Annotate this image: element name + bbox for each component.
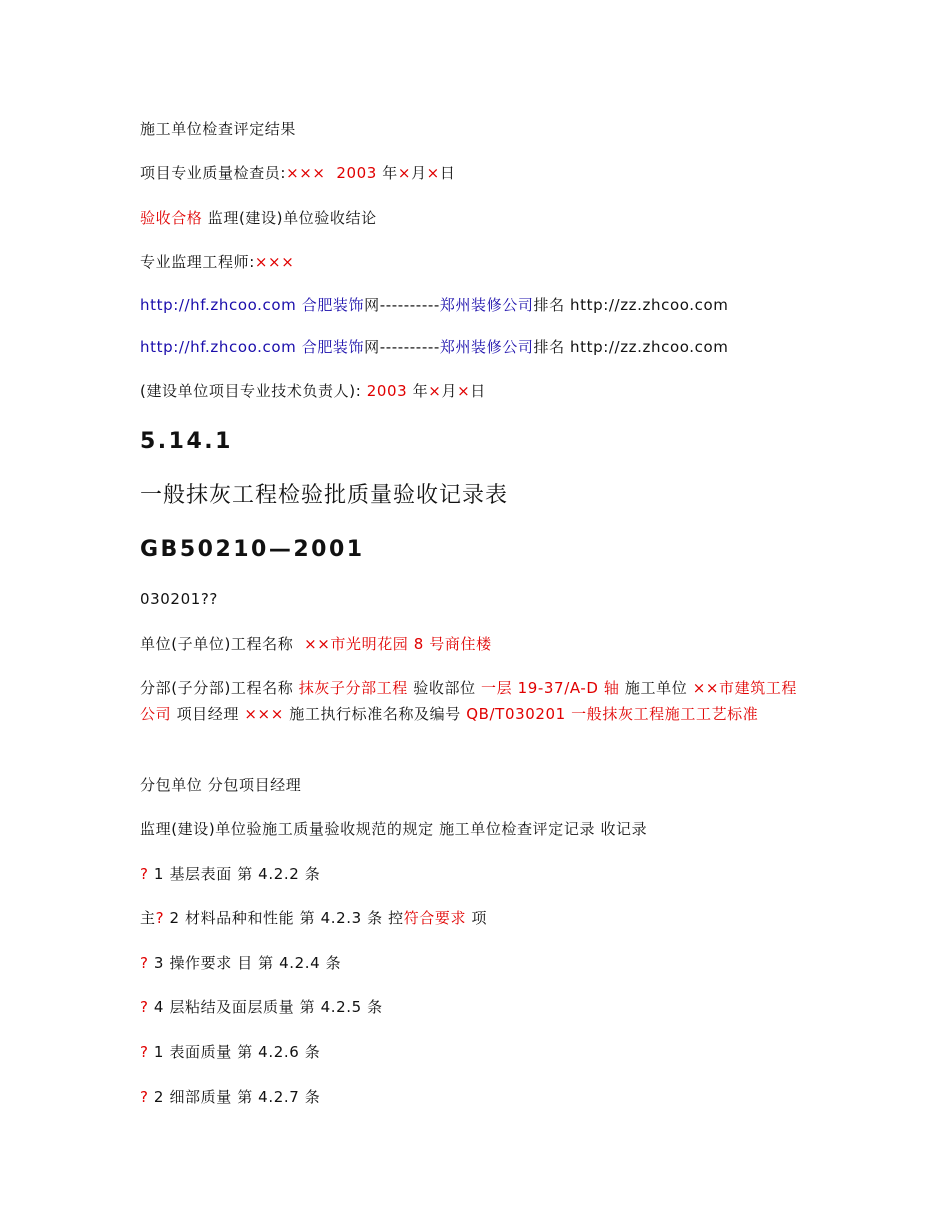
unknown-glyph: ? xyxy=(140,1088,149,1106)
check-result-text: 施工单位检查评定结果 xyxy=(140,120,297,138)
item-text: 2 材料品种和性能 第 4.2.3 条 控 xyxy=(164,909,404,927)
hf-url-link[interactable]: http://hf.zhcoo.com xyxy=(140,338,297,356)
unit-project-value: ××市光明花园 8 号商住楼 xyxy=(304,635,492,653)
subcontract-line: 分包单位 分包项目经理 xyxy=(140,776,302,794)
standard-label: 施工执行标准名称及编号 xyxy=(289,705,461,723)
zz-name-link[interactable]: 郑州装修公司 xyxy=(439,296,534,314)
day-unit: 日 xyxy=(439,164,456,182)
zz-url-text: http://zz.zhcoo.com xyxy=(570,296,729,314)
unknown-glyph: ? xyxy=(140,865,149,883)
rank-text: 排名 xyxy=(533,338,565,356)
item-row xyxy=(140,997,383,1017)
supervisor-name: ××× xyxy=(254,253,295,271)
item-text: 1 表面质量 第 4.2.6 条 xyxy=(148,1043,321,1061)
section-number: 5.14.1 xyxy=(140,429,233,454)
unit-project-line xyxy=(140,634,492,654)
month-unit: 月 xyxy=(441,382,458,400)
day-unit: 日 xyxy=(470,382,486,400)
unknown-glyph: ? xyxy=(155,909,165,927)
form-code: 030201?? xyxy=(140,590,218,608)
inspect-year: 2003 xyxy=(336,164,377,182)
owner-year: 2003 xyxy=(366,382,408,400)
year-unit: 年 xyxy=(382,164,398,182)
item-text: 1 基层表面 第 4.2.2 条 xyxy=(148,865,321,883)
unknown-glyph: ? xyxy=(140,954,149,972)
manager-value: ××× xyxy=(244,705,284,723)
inspection-part-value: 一层 19-37/A-D 轴 xyxy=(481,679,620,697)
acceptance-conclusion-line xyxy=(140,208,377,228)
unknown-glyph: ? xyxy=(140,998,149,1016)
inspector-line xyxy=(140,163,455,183)
item-row xyxy=(140,953,341,973)
owner-month: × xyxy=(428,382,442,400)
project-info-paragraph xyxy=(140,675,808,727)
item-status: 符合要求 xyxy=(403,909,467,927)
inspection-part-label: 验收部位 xyxy=(413,679,476,697)
item-tail: 项 xyxy=(466,909,488,927)
standard-value: QB/T030201 一般抹灰工程施工工艺标准 xyxy=(466,705,759,723)
hf-name-link[interactable]: 合肥装饰 xyxy=(301,296,365,314)
zz-url-text: http://zz.zhcoo.com xyxy=(570,338,729,356)
link-separator: 网---------- xyxy=(364,296,440,314)
sub-project-label: 分部(子分部)工程名称 xyxy=(140,679,294,697)
ad-link-line xyxy=(140,295,728,315)
item-row xyxy=(140,864,320,884)
builder-value: ××市建筑工程公司 xyxy=(140,679,798,723)
manager-label: 项目经理 xyxy=(176,705,239,723)
hf-name-link[interactable]: 合肥装饰 xyxy=(301,338,365,356)
item-row xyxy=(140,1042,320,1062)
standard-number: GB50210—2001 xyxy=(140,537,365,562)
acceptance-conclusion-label: 监理(建设)单位验收结论 xyxy=(207,209,377,227)
item-text: 2 细部质量 第 4.2.7 条 xyxy=(148,1088,321,1106)
supervisor-label: 专业监理工程师: xyxy=(140,253,255,271)
hf-url-link[interactable]: http://hf.zhcoo.com xyxy=(140,296,297,314)
check-result-heading xyxy=(140,119,296,139)
ad-link-line xyxy=(140,337,728,357)
table-columns-line: 监理(建设)单位验施工质量验收规范的规定 施工单位检查评定记录 收记录 xyxy=(140,820,648,838)
acceptance-result: 验收合格 xyxy=(140,209,203,227)
item-text: 3 操作要求 目 第 4.2.4 条 xyxy=(148,954,342,972)
item-row xyxy=(140,1087,320,1107)
inspector-name: ××× xyxy=(286,164,326,182)
inspect-day: × xyxy=(426,164,440,182)
item-row xyxy=(140,908,487,928)
inspect-month: × xyxy=(397,164,412,182)
item-prefix: 主 xyxy=(140,909,156,927)
owner-day: × xyxy=(457,382,471,400)
link-separator: 网---------- xyxy=(364,338,440,356)
unit-project-label: 单位(子单位)工程名称 xyxy=(140,635,294,653)
inspector-label: 项目专业质量检查员: xyxy=(140,164,287,182)
rank-text: 排名 xyxy=(533,296,565,314)
sub-project-value: 抹灰子分部工程 xyxy=(298,679,408,697)
unknown-glyph: ? xyxy=(140,1043,149,1061)
form-title: 一般抹灰工程检验批质量验收记录表 xyxy=(140,483,509,508)
month-unit: 月 xyxy=(411,164,427,182)
supervisor-line xyxy=(140,252,294,272)
owner-rep-label: (建设单位项目专业技术负责人): xyxy=(140,382,362,400)
zz-name-link[interactable]: 郑州装修公司 xyxy=(439,338,534,356)
item-text: 4 层粘结及面层质量 第 4.2.5 条 xyxy=(148,998,383,1016)
owner-rep-line xyxy=(140,381,486,401)
builder-label: 施工单位 xyxy=(624,679,688,697)
year-unit: 年 xyxy=(412,382,429,400)
